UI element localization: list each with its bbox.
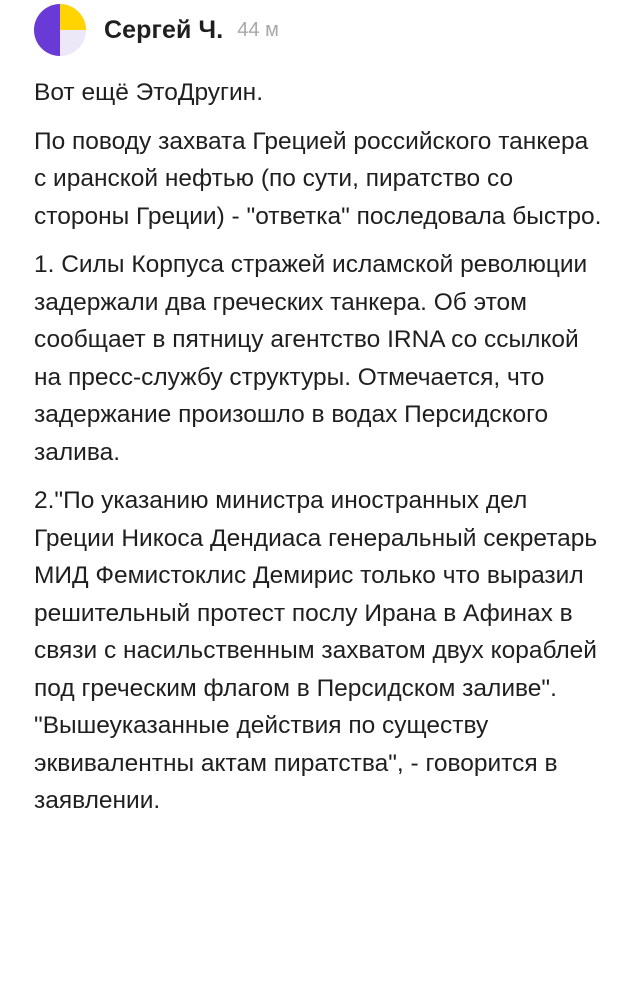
post-paragraph: Вот ещё ЭтоДругин. <box>34 79 264 106</box>
post-paragraph: 2."По указанию министра иностранных дел Греции Никоса Дендиаса генеральный секретарь МИД Фемистоклис Демирис только что выразил решительный протест послу Ирана в Афинах в связи с насильственным захватом двух кораблей под греческим флагом в Персидском заливе". "Вышеуказанные действия по существу эквивалентны актам пиратства", - говорится в заявлении. <box>34 487 598 814</box>
avatar[interactable] <box>34 4 86 56</box>
post-body <box>34 74 604 831</box>
post-header <box>34 4 279 56</box>
post-time: 44 м <box>237 18 279 41</box>
author-name[interactable]: Сергей Ч. <box>104 15 224 44</box>
post-paragraph: По поводу захвата Грецией российского танкера с иранской нефтью (по сути, пиратство со стороны Греции) - "ответка" последовала быстро. <box>34 127 602 230</box>
post-paragraph: 1. Силы Корпуса стражей исламской революции задержали два греческих танкера. Об этом сообщает в пятницу агентство IRNA со ссылкой на пресс-службу структуры. Отмечается, что задержание произошло в водах Персидского залива. <box>34 251 588 466</box>
yandex-zen-avatar-icon <box>34 4 86 56</box>
